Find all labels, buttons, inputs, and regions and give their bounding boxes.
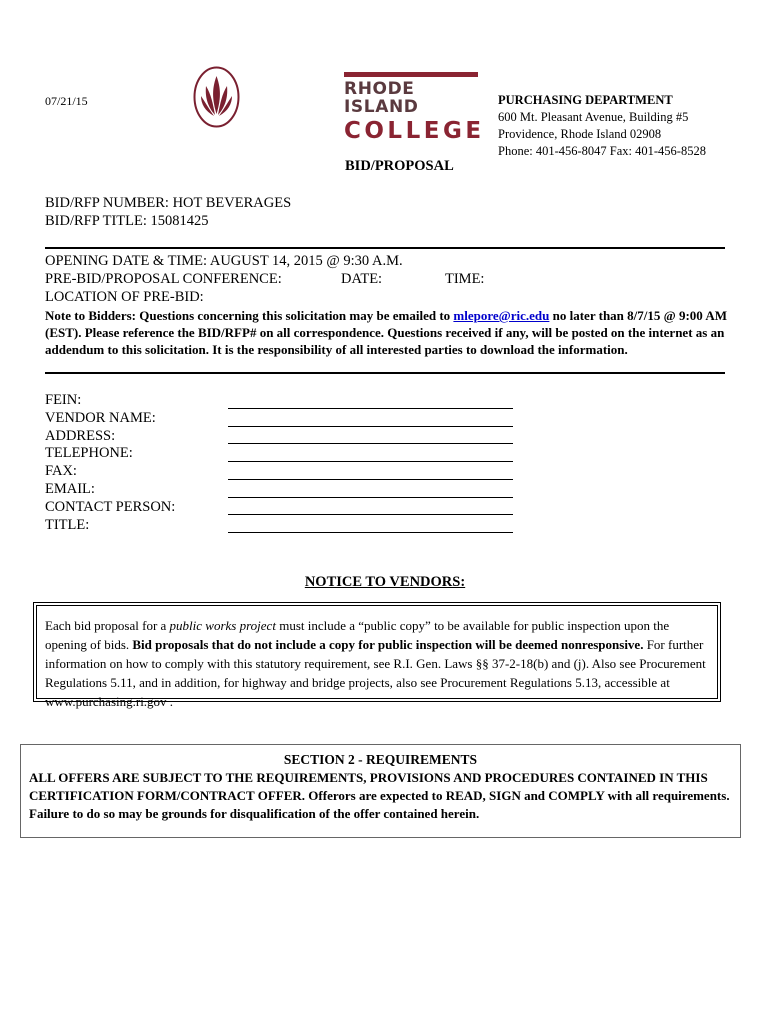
email-fill-line[interactable] [228, 497, 513, 498]
notice-box [33, 602, 721, 709]
conference-time-label: TIME: [445, 271, 485, 287]
rfp-info [45, 194, 291, 230]
purchasing-address-block [498, 92, 706, 160]
opening-info [45, 252, 730, 358]
brand-line-2: COLLEGE [344, 118, 485, 144]
note-to-bidders [45, 307, 730, 358]
street-address: 600 Mt. Pleasant Avenue, Building #5 [498, 110, 689, 124]
notice-bold: Bid proposals that do not include a copy for public inspection will be deemed nonresponsive. [132, 637, 644, 652]
field-label-address: ADDRESS: [45, 427, 116, 444]
prebid-location: LOCATION OF PRE-BID: [45, 289, 204, 305]
notice-title: NOTICE TO VENDORS: [304, 574, 466, 590]
conference-date-label: DATE: [341, 271, 383, 287]
department-name: PURCHASING DEPARTMENT [498, 93, 673, 107]
field-label-title: TITLE: [45, 516, 90, 533]
notice-text-3: For further information on how to comply with this statutory requirement, see R.I. Gen. Laws §§ 37-2-18(b) and (j). Also see Procurement Regulations 5.11, and in addition, for highway and bridge projects, also see Procurement Regulations 5.13, accessible at www.purchasing.ri.gov . [45, 637, 706, 709]
brand-bar [344, 72, 478, 77]
field-label-fax: FAX: [45, 463, 77, 480]
city-state-zip: Providence, Rhode Island 02908 [498, 127, 662, 141]
section-2-box [20, 744, 741, 838]
note-text-end: no later than 8/7/15 @ 9:00 AM (EST). Please reference the BID/RFP# on all correspondence. Questions received if any, will be posted on the internet as an addendum to this solicitation. It is the responsibility of all interested parties to download the information. [45, 308, 727, 357]
field-label-telephone: TELEPHONE: [45, 445, 133, 462]
section-2-title: SECTION 2 - REQUIREMENTS [283, 752, 478, 767]
phone-fax: Phone: 401-456-8047 Fax: 401-456-8528 [498, 144, 706, 158]
section-2-body: ALL OFFERS ARE SUBJECT TO THE REQUIREMENTS, PROVISIONS AND PROCEDURES CONTAINED IN THIS CERTIFICATION FORM/CONTRACT OFFER. Offerors are expected to READ, SIGN and COMPLY with all requirements. Failure to do so may be grounds for disqualification of the offer contained herein. [29, 770, 730, 821]
conference-label: PRE-BID/PROPOSAL CONFERENCE: [45, 271, 282, 287]
vendor-field-labels [45, 392, 175, 534]
document-title: BID/PROPOSAL [345, 158, 454, 174]
conference-row [45, 270, 730, 288]
contact-person-fill-line[interactable] [228, 514, 513, 515]
vendor-name-fill-line[interactable] [228, 426, 513, 427]
field-label-fein: FEIN: [45, 392, 82, 408]
telephone-fill-line[interactable] [228, 461, 513, 462]
opening-datetime: OPENING DATE & TIME: AUGUST 14, 2015 @ 9:30 A.M. [45, 253, 403, 269]
fax-fill-line[interactable] [228, 479, 513, 480]
rfp-title: BID/RFP TITLE: 15081425 [45, 213, 209, 229]
notice-text-1: Each bid proposal for a [45, 618, 170, 633]
rfp-number: BID/RFP NUMBER: HOT BEVERAGES [45, 195, 292, 211]
divider-bottom [45, 372, 725, 374]
college-seal-logo [193, 66, 240, 128]
note-text-start: Note to Bidders: Questions concerning this solicitation may be emailed to [45, 308, 454, 323]
college-wordmark [344, 72, 485, 144]
field-label-vendor-name: VENDOR NAME: [45, 409, 156, 426]
address-fill-line[interactable] [228, 443, 513, 444]
email-link[interactable]: mlepore@ric.edu [453, 308, 550, 323]
notice-italic: public works project [169, 618, 276, 633]
divider-top [45, 247, 725, 249]
title-fill-line[interactable] [228, 532, 513, 533]
document-date: 07/21/15 [45, 94, 88, 108]
field-label-contact-person: CONTACT PERSON: [45, 498, 176, 515]
brand-line-1: RHODE ISLAND [344, 79, 419, 117]
fein-fill-line[interactable] [228, 408, 513, 409]
notice-text-2: must include a “public copy” to be available for public inspection upon the opening of bids. [45, 618, 670, 652]
field-label-email: EMAIL: [45, 480, 95, 497]
